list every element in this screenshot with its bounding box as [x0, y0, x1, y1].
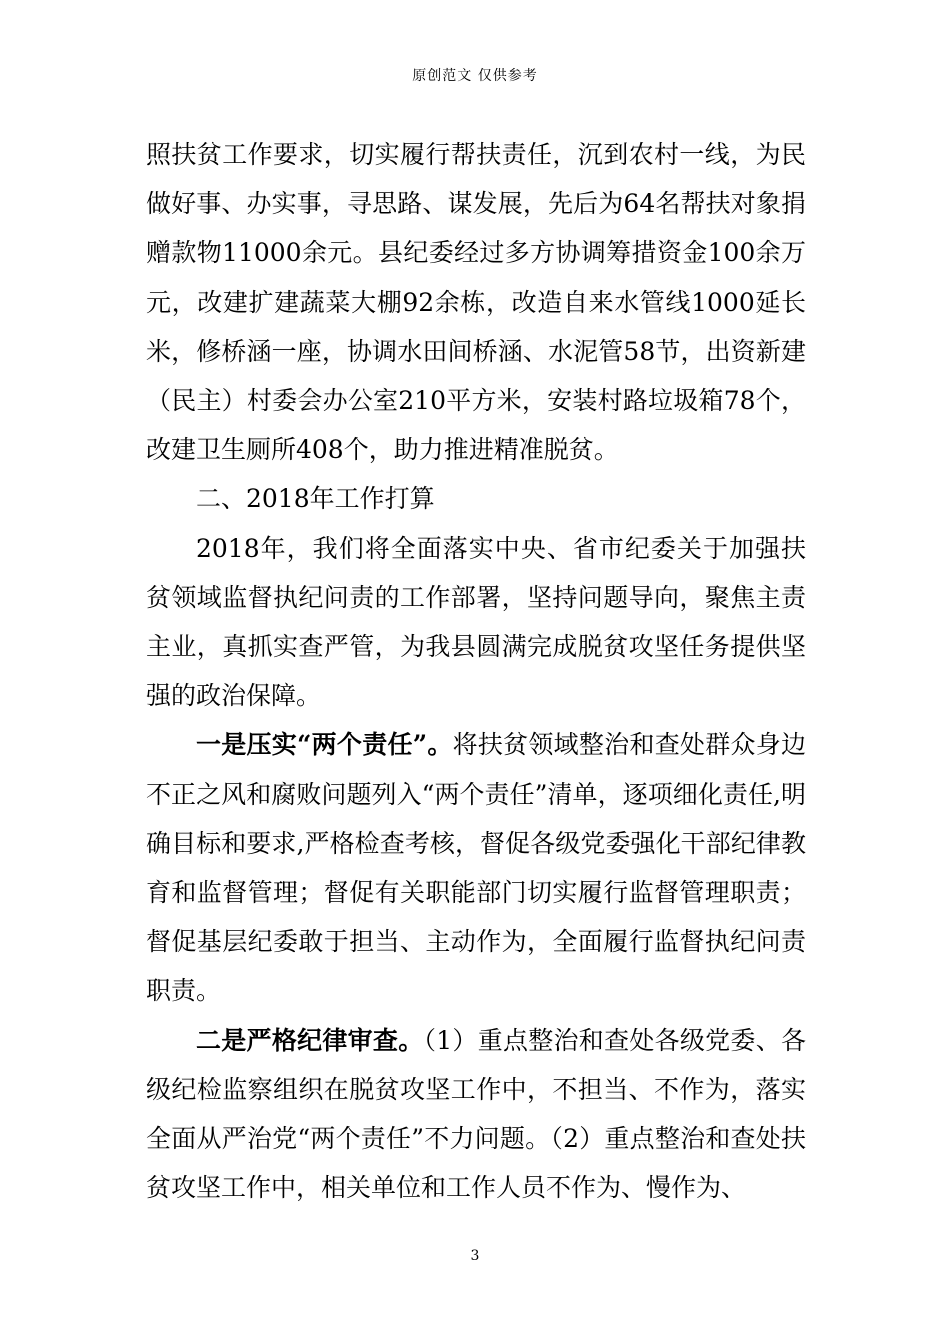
lead-two-responsibilities: 一是压实“两个责任”。 — [196, 730, 453, 760]
page-header: 原创范文 仅供参考 — [412, 68, 538, 84]
paragraph-2018-intro: 2018年，我们将全面落实中央、省市纪委关于加强扶贫领域监督执纪问责的工作部署，坚持问题导向，聚焦主责主业，真抓实查严管，为我县圆满完成脱贫攻坚任务提供坚强的政治保障。 — [146, 533, 806, 711]
document-body — [146, 130, 806, 1212]
page-number: 3 — [470, 1248, 480, 1264]
lead-discipline-review: 二是严格纪律审查。 — [196, 1025, 424, 1055]
paragraph-discipline-review — [146, 1016, 806, 1213]
section-heading-2018-plan: 二、2018年工作打算 — [196, 484, 435, 514]
paragraph-two-responsibilities — [146, 720, 806, 1015]
body-two-responsibilities: 将扶贫领域整治和查处群众身边不正之风和腐败问题列入“两个责任”清单，逐项细化责任,明确目标和要求,严格检查考核，督促各级党委强化干部纪律教育和监督管理；督促有关职能部门切实履行监督管理职责；督促基层纪委敢于担当、主动作为，全面履行监督执纪问责职责。 — [146, 730, 806, 1006]
paragraph-poverty-results: 照扶贫工作要求，切实履行帮扶责任，沉到农村一线，为民做好事、办实事，寻思路、谋发展，先后为64名帮扶对象捐赠款物11000余元。县纪委经过多方协调筹措资金100余万元，改建扩建蔬菜大棚92余栋，改造自来水管线1000延长米，修桥涵一座，协调水田间桥涵、水泥管58节，出资新建（民主）村委会办公室210平方米，安装村路垃圾箱78个，改建卫生厕所408个，助力推进精准脱贫。 — [146, 140, 806, 465]
body-discipline-review: （1）重点整治和查处各级党委、各级纪检监察组织在脱贫攻坚工作中，不担当、不作为，落实全面从严治党“两个责任”不力问题。（2）重点整治和查处扶贫攻坚工作中，相关单位和工作人员不作为、慢作为、 — [146, 1025, 806, 1203]
